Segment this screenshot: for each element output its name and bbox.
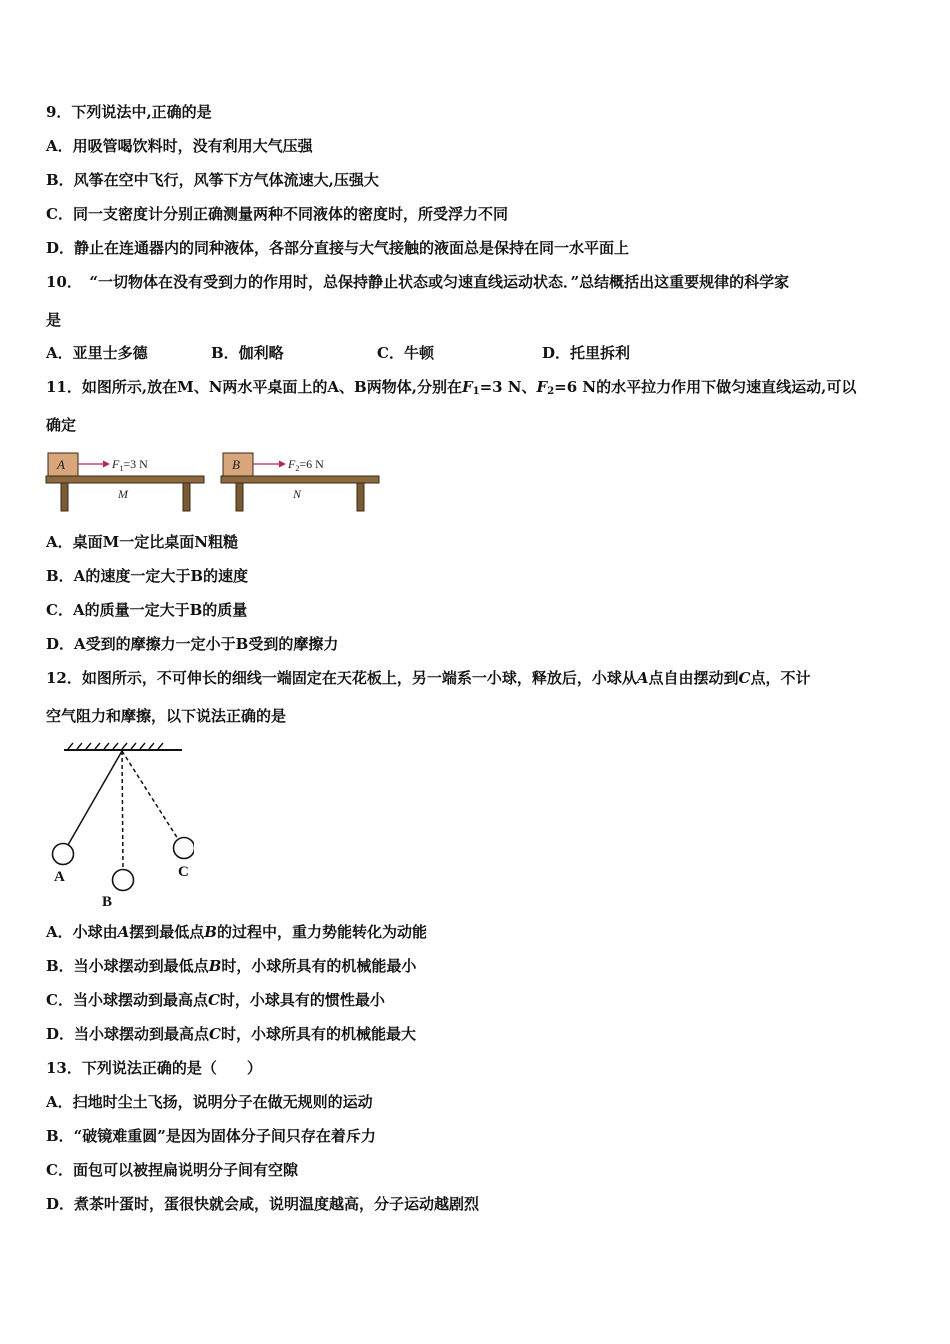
label-a: A <box>54 869 65 885</box>
label-b: B <box>102 894 113 910</box>
string-b <box>122 751 123 870</box>
q12-stem-line2: 空气阻力和摩擦，以下说法正确的是 <box>46 707 287 725</box>
table-n-top <box>221 476 379 483</box>
q13-option-b: B．“破镜难重圆”是因为固体分子间只存在着斥力 <box>46 1127 376 1145</box>
ball-b <box>113 870 134 891</box>
q10-option-b: B．伽利略 <box>211 344 284 362</box>
q9-option-c: C．同一支密度计分别正确测量两种不同液体的密度时，所受浮力不同 <box>46 205 508 223</box>
table-m-top <box>46 476 204 483</box>
force-arrow-f1-head <box>103 461 110 468</box>
label-c: C <box>178 864 189 880</box>
q9-stem: 9．下列说法中,正确的是 <box>46 103 212 121</box>
block-a-label: A <box>57 457 65 472</box>
q11-option-b: B．A的速度一定大于B的速度 <box>46 567 248 585</box>
table-m-label: M <box>118 487 128 501</box>
q13-option-d: D．煮茶叶蛋时，蛋很快就会咸，说明温度越高，分子运动越剧烈 <box>46 1195 480 1213</box>
q13-stem: 13．下列说法正确的是（ ） <box>46 1059 262 1077</box>
q10-stem: 10． “一切物体在没有受到力的作用时，总保持静止状态或匀速直线运动状态．”总结概括出这重要规律的科学家 <box>46 273 790 291</box>
ball-a <box>53 844 74 865</box>
table-n-label: N <box>293 487 302 501</box>
q9-option-b: B．风筝在空中飞行，风筝下方气体流速大,压强大 <box>46 171 379 189</box>
q12-option-a: A．小球由A摆到最低点B的过程中，重力势能转化为动能 <box>46 923 427 941</box>
q12-figure <box>44 738 194 910</box>
q12-option-c: C．当小球摆动到最高点C时，小球具有的惯性最小 <box>46 991 385 1009</box>
force-label-f2: $F_2=6$ N <box>288 457 324 473</box>
table-m-leg-right <box>183 483 190 511</box>
table-n-leg-left <box>236 483 243 511</box>
q10-option-c: C．牛顿 <box>377 344 434 362</box>
q10-option-a: A．亚里士多德 <box>46 344 148 362</box>
q11-option-d: D．A受到的摩擦力一定小于B受到的摩擦力 <box>46 635 339 653</box>
q11-stem-line2: 确定 <box>46 416 77 434</box>
string-c <box>122 751 178 839</box>
table-m-leg-left <box>61 483 68 511</box>
q12-option-d: D．当小球摆动到最高点C时，小球所具有的机械能最大 <box>46 1025 416 1043</box>
q13-option-a: A．扫地时尘土飞扬，说明分子在做无规则的运动 <box>46 1093 373 1111</box>
q9-option-a: A．用吸管喝饮料时，没有利用大气压强 <box>46 137 313 155</box>
q10-option-d: D．托里拆利 <box>542 344 631 362</box>
force-label-f1: $F_1=3$ N <box>112 457 148 473</box>
string-a <box>68 751 122 845</box>
q10-stem-line2: 是 <box>46 311 62 329</box>
table-n-leg-right <box>357 483 364 511</box>
q11-option-a: A．桌面M一定比桌面N粗糙 <box>46 533 238 551</box>
q12-option-b: B．当小球摆动到最低点B时，小球所具有的机械能最小 <box>46 957 417 975</box>
q12-stem: 12．如图所示，不可伸长的细线一端固定在天花板上，另一端系一小球，释放后，小球从A点自由摆动到C点，不计 <box>46 669 811 687</box>
q11-option-c: C．A的质量一定大于B的质量 <box>46 601 248 619</box>
q9-option-d: D．静止在连通器内的同种液体，各部分直接与大气接触的液面总是保持在同一水平面上 <box>46 239 630 257</box>
q11-stem: 11．如图所示,放在M、N两水平桌面上的A、B两物体,分别在$F_1=3$ N、$F_2=6$ N的水平拉力作用下做匀速直线运动,可以 <box>46 378 857 397</box>
force-arrow-f2-head <box>279 461 286 468</box>
ball-c <box>174 838 195 859</box>
block-b-label: B <box>232 457 240 472</box>
ceiling-hatching <box>68 743 163 749</box>
q11-figure <box>40 448 385 516</box>
q13-option-c: C．面包可以被捏扁说明分子间有空隙 <box>46 1161 298 1179</box>
